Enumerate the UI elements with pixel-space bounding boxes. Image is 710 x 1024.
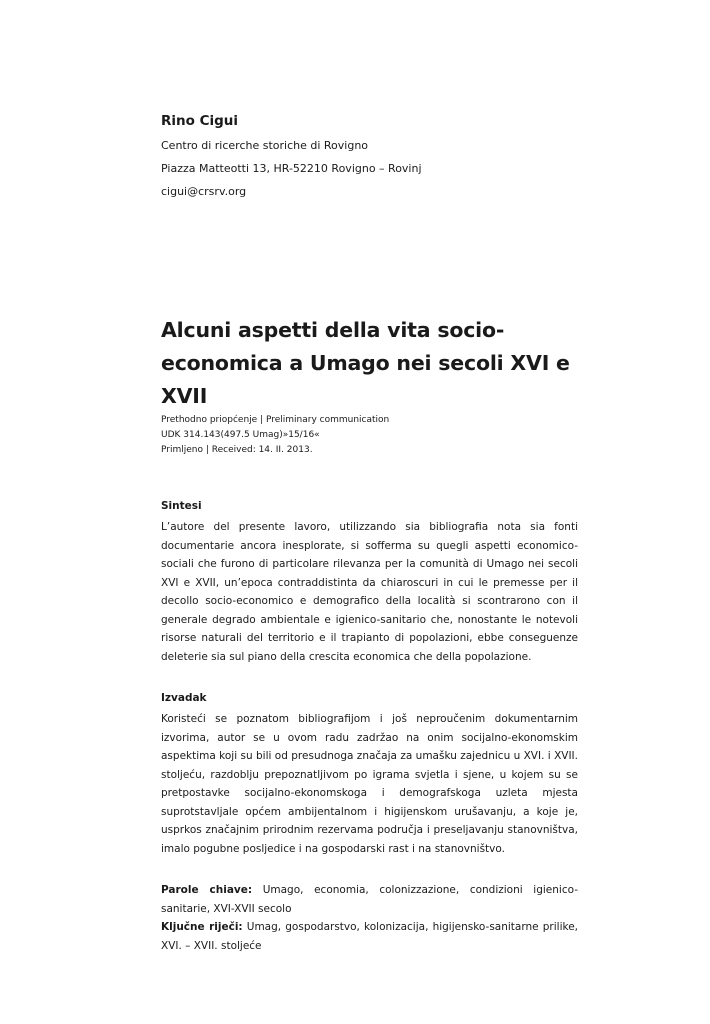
keywords-italian-label: Parole chiave: xyxy=(161,884,253,896)
izvadak-section xyxy=(161,690,578,858)
keywords-croatian xyxy=(161,918,578,955)
author-affiliation: Centro di ricerche storiche di Rovigno xyxy=(161,139,369,152)
izvadak-heading: Izvadak xyxy=(161,692,207,704)
author-name: Rino Cigui xyxy=(161,113,239,129)
author-block xyxy=(161,111,581,203)
keywords-croatian-text: Umag, gospodarstvo, kolonizacija, higijensko-sanitarne prilike, XVI. – XVII. stoljeće xyxy=(161,921,578,952)
sintesi-section xyxy=(161,498,578,666)
article-meta xyxy=(161,413,581,458)
sintesi-text: L’autore del presente lavoro, utilizzando sia bibliografia nota sia fonti documentarie ancora inesplorate, si sofferma su quegli aspetti economico-sociali che furono di particolare rilevanza per la comunità di Umago nei secoli XVI e XVII, un’epoca contraddistinta da chiaroscuri in cui le premesse per il decollo socio-economico e demografico della località si scontrarono con il generale degrado ambientale e igienico-sanitario che, nonostante le notevoli risorse naturali del territorio e il trapianto di popolazioni, ebbe conseguenze deleterie sia sul piano della crescita economica che della popolazione. xyxy=(161,521,578,663)
keywords-italian-text: Umago, economia, colonizzazione, condizioni igienico-sanitarie, XVI-XVII secolo xyxy=(161,884,578,915)
keywords-croatian-label: Ključne riječi: xyxy=(161,921,243,933)
izvadak-text: Koristeći se poznatom bibliografijom i još neproučenim dokumentarnim izvorima, autor se u ovom radu zadržao na onim socijalno-ekonomskim aspektima koji su bili od presudnoga značaja za umašku zajednicu u XVI. i XVII. stoljeću, razdoblju prepoznatljivom po igrama svjetla i sjene, u kojem su se pretpostavke socijalno-ekonomskoga i demografskoga uzleta mjesta suprotstavljale općem ambijentalnom i higijenskom urušavanju, a koje je, usprkos značajnim prirodnim rezervama područja i preseljavanju stanovništva, imalo pogubne posljedice i na gospodarski rast i na stanovništvo. xyxy=(161,713,578,855)
article-received: Primljeno | Received: 14. II. 2013. xyxy=(161,445,313,455)
article-title: Alcuni aspetti della vita socio-economica a Umago nei secoli XVI e XVII xyxy=(161,318,570,408)
author-address: Piazza Matteotti 13, HR-52210 Rovigno – Rovinj xyxy=(161,162,422,175)
keywords-section xyxy=(161,881,578,955)
article-type: Prethodno priopćenje | Preliminary communication xyxy=(161,415,390,425)
keywords-italian xyxy=(161,881,578,918)
sintesi-heading: Sintesi xyxy=(161,500,202,512)
author-email: cigui@crsrv.org xyxy=(161,185,247,198)
article-udk: UDK 314.143(497.5 Umag)»15/16« xyxy=(161,430,320,440)
